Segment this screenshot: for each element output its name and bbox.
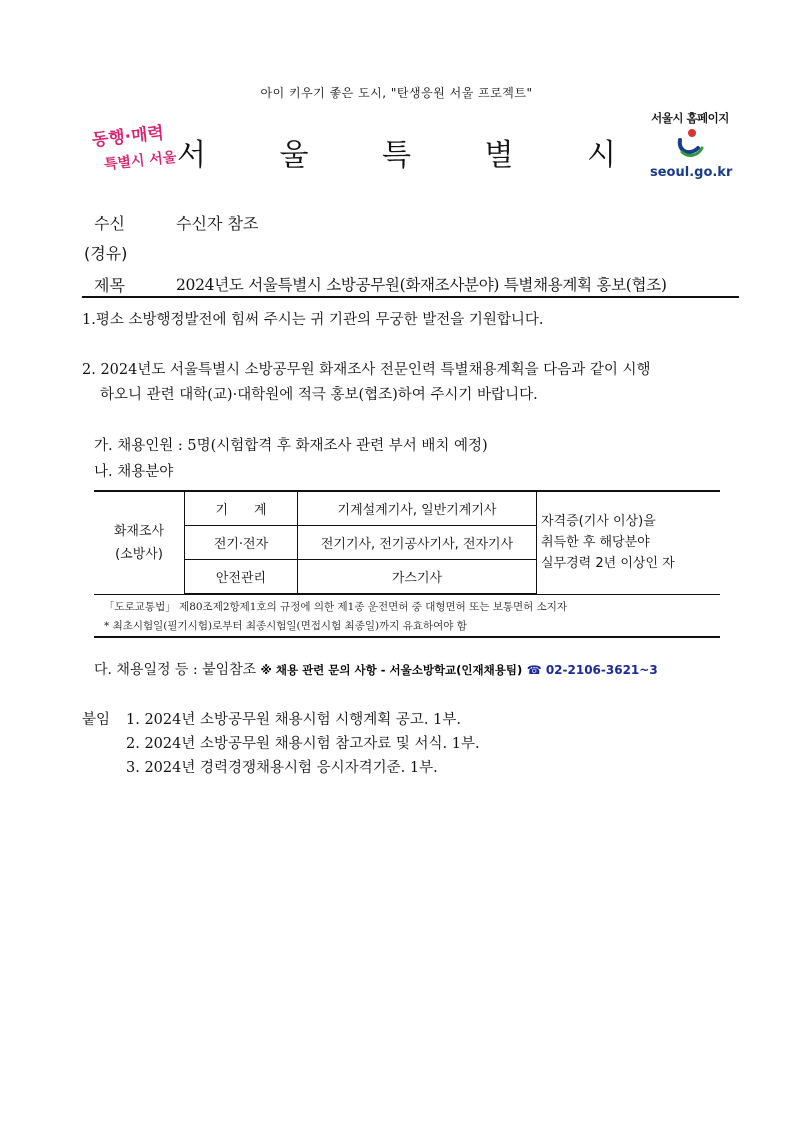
seoul-symbol-icon — [672, 126, 708, 160]
schedule-text: 다. 채용일정 등 : 붙임참조 — [94, 662, 257, 678]
notes-divider — [94, 636, 720, 638]
table-notes — [104, 598, 567, 636]
paragraph-1: 1.평소 소방행정발전에 힘써 주시는 귀 기관의 무궁한 발전을 기원합니다. — [82, 312, 544, 328]
requirement-cell: 자격증(기사 이상)을 취득한 후 해당분야 실무경력 2년 이상인 자 — [537, 491, 721, 594]
item-headcount: 가. 채용인원 : 5명(시험합격 후 화재조사 관련 부서 배치 예정) — [94, 438, 488, 454]
recruitment-table — [94, 490, 720, 595]
certs-cell: 기계설계기사, 일반기계기사 — [298, 491, 537, 526]
field-cell: 안전관리 — [185, 560, 298, 595]
via-label: (경유) — [84, 244, 128, 263]
note-1: 「도로교통법」 제80조제2항제1호의 규정에 의한 제1종 운전면허 중 대형면허 또는 보통면허 소지자 — [104, 601, 568, 613]
paragraph-2-line-2: 하오니 관련 대학(교)·대학원에 적극 홍보(협조)하여 주시기 바랍니다. — [100, 387, 538, 403]
subject-label: 제목 — [94, 276, 125, 295]
field-cell: 전기·전자 — [185, 526, 298, 560]
attachment-item: 1. 2024년 소방공무원 채용시험 시행계획 공고. 1부. — [126, 712, 461, 728]
table-row — [94, 491, 720, 526]
contact-info: ※ 채용 관련 문의 사항 - 서울소방학교(인재채용팀) — [260, 663, 523, 677]
note-2: * 최초시험일(필기시험)로부터 최종시험일(면접시험 최종일)까지 유효하여야 함 — [104, 620, 467, 632]
recipient-label: 수신 — [94, 214, 125, 233]
logo-line1: 동행·매력 — [91, 123, 165, 151]
subject-value: 2024년도 서울특별시 소방공무원(화재조사분야) 특별채용계획 홍보(협조) — [176, 276, 667, 294]
attachments-label: 붙임 — [82, 712, 111, 728]
certs-cell: 전기기사, 전기공사기사, 전자기사 — [298, 526, 537, 560]
org-title: 서 울 특 별 시 — [176, 138, 649, 173]
attachment-item: 2. 2024년 소방공무원 채용시험 참고자료 및 서식. 1부. — [126, 736, 480, 752]
item-field: 나. 채용분야 — [94, 464, 174, 480]
field-cell: 기 계 — [185, 491, 298, 526]
header-divider — [82, 296, 739, 298]
certs-cell: 가스기사 — [298, 560, 537, 595]
contact-phone: ☎ 02-2106-3621~3 — [526, 663, 658, 677]
homepage-url: seoul.go.kr — [650, 165, 733, 180]
homepage-caption: 서울시 홈페이지 — [651, 111, 729, 125]
category-cell: 화재조사 (소방사) — [94, 491, 185, 594]
recipient-value: 수신자 참조 — [176, 214, 259, 233]
attachment-item: 3. 2024년 경력경쟁채용시험 응시자격기준. 1부. — [126, 760, 438, 776]
seoul-homepage-logo — [650, 110, 733, 182]
slogan: 아이 키우기 좋은 도시, "탄생응원 서울 프로젝트" — [260, 86, 533, 100]
logo-line2: 특별시 서울 — [103, 149, 178, 173]
schedule-line — [94, 659, 658, 679]
attachments — [82, 708, 480, 780]
paragraph-2-line-1: 2. 2024년도 서울특별시 소방공무원 화재조사 전문인력 특별채용계획을 다음과 같이 시행 — [82, 362, 651, 378]
